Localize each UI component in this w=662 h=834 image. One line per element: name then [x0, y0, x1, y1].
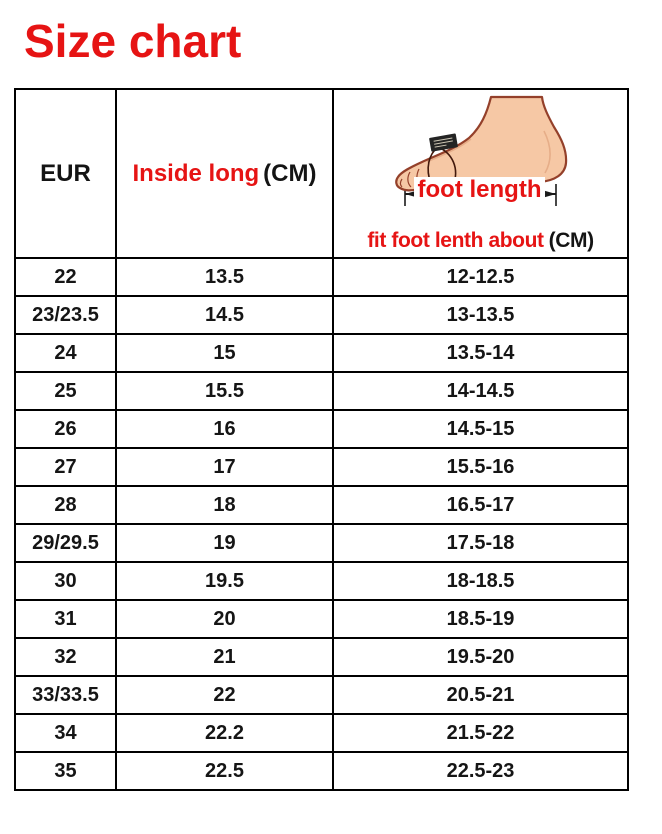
table-row	[15, 600, 628, 638]
fit-foot-cell: 12-12.5	[333, 258, 628, 296]
table-row	[15, 410, 628, 448]
fit-foot-cell: 14-14.5	[333, 372, 628, 410]
eur-cell: 25	[15, 372, 116, 410]
table-row	[15, 258, 628, 296]
table-row	[15, 486, 628, 524]
inside-long-cell: 21	[116, 638, 333, 676]
table-row	[15, 676, 628, 714]
eur-cell: 35	[15, 752, 116, 790]
foot-illustration	[334, 95, 625, 226]
table-row	[15, 524, 628, 562]
header-inside-long-label: Inside long	[132, 159, 260, 187]
fit-foot-cell: 22.5-23	[333, 752, 628, 790]
inside-long-cell: 19.5	[116, 562, 333, 600]
header-inside-long-unit: (CM)	[263, 159, 317, 187]
eur-cell: 31	[15, 600, 116, 638]
inside-long-cell: 18	[116, 486, 333, 524]
fit-foot-cell: 17.5-18	[333, 524, 628, 562]
fit-caption-unit: (CM)	[548, 228, 594, 252]
inside-long-cell: 22	[116, 676, 333, 714]
eur-cell: 32	[15, 638, 116, 676]
eur-cell: 29/29.5	[15, 524, 116, 562]
fit-foot-cell: 20.5-21	[333, 676, 628, 714]
fit-foot-cell: 18.5-19	[333, 600, 628, 638]
inside-long-cell: 14.5	[116, 296, 333, 334]
header-fit-foot	[333, 89, 628, 258]
table-row	[15, 448, 628, 486]
table-row	[15, 714, 628, 752]
inside-long-cell: 16	[116, 410, 333, 448]
fit-foot-cell: 14.5-15	[333, 410, 628, 448]
header-inside-long	[116, 89, 333, 258]
inside-long-cell: 22.5	[116, 752, 333, 790]
inside-long-cell: 13.5	[116, 258, 333, 296]
eur-cell: 23/23.5	[15, 296, 116, 334]
table-header-row	[15, 89, 628, 258]
eur-cell: 34	[15, 714, 116, 752]
table-row	[15, 752, 628, 790]
inside-long-cell: 19	[116, 524, 333, 562]
fit-foot-cell: 13-13.5	[333, 296, 628, 334]
fit-foot-cell: 13.5-14	[333, 334, 628, 372]
inside-long-cell: 17	[116, 448, 333, 486]
header-eur: EUR	[15, 89, 116, 258]
fit-caption	[334, 229, 627, 253]
eur-cell: 28	[15, 486, 116, 524]
inside-long-cell: 22.2	[116, 714, 333, 752]
page-title: Size chart	[24, 15, 242, 67]
fit-foot-cell: 19.5-20	[333, 638, 628, 676]
fit-caption-label: fit foot lenth about	[367, 228, 544, 252]
foot-figure	[334, 95, 625, 226]
eur-cell: 24	[15, 334, 116, 372]
table-row	[15, 372, 628, 410]
inside-long-cell: 15.5	[116, 372, 333, 410]
fit-foot-cell: 16.5-17	[333, 486, 628, 524]
table-row	[15, 334, 628, 372]
eur-cell: 30	[15, 562, 116, 600]
table-row	[15, 562, 628, 600]
eur-cell: 27	[15, 448, 116, 486]
fit-foot-cell: 18-18.5	[333, 562, 628, 600]
fit-foot-cell: 21.5-22	[333, 714, 628, 752]
size-table	[14, 88, 629, 791]
table-row	[15, 296, 628, 334]
table-row	[15, 638, 628, 676]
eur-cell: 26	[15, 410, 116, 448]
fit-foot-cell: 15.5-16	[333, 448, 628, 486]
foot-length-label: foot length	[414, 177, 546, 202]
inside-long-cell: 15	[116, 334, 333, 372]
inside-long-cell: 20	[116, 600, 333, 638]
eur-cell: 22	[15, 258, 116, 296]
eur-cell: 33/33.5	[15, 676, 116, 714]
